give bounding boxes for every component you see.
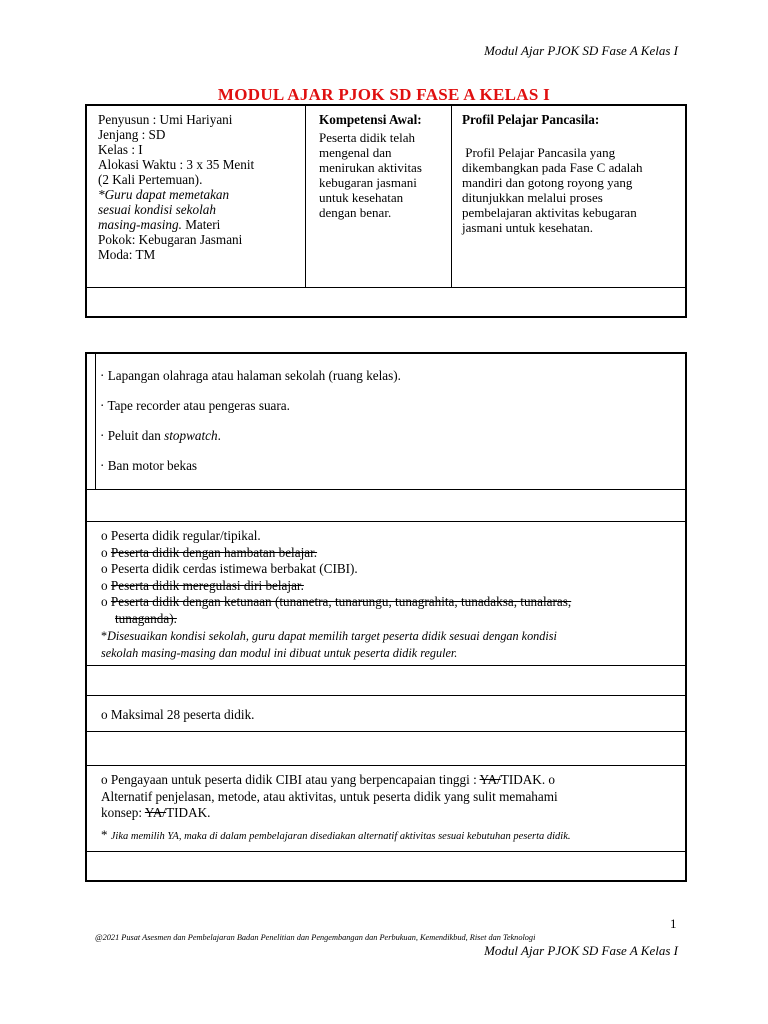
document-title: MODUL AJAR PJOK SD FASE A KELAS I bbox=[217, 85, 551, 104]
target-item-struck: Peserta didik dengan ketunaan (tunanetra, tunarungu, tunagrahita, tunadaksa, tunalaras, bbox=[110, 594, 572, 609]
kelas-text: Kelas : I bbox=[98, 142, 143, 157]
materi-text: Materi bbox=[181, 217, 221, 232]
bullet: o bbox=[101, 544, 111, 560]
stopwatch-text: stopwatch bbox=[164, 428, 218, 443]
jenjang-text: Jenjang : SD bbox=[98, 127, 166, 142]
profil-line: dikembangkan pada Fase C adalah bbox=[462, 160, 643, 175]
layanan-text: konsep: bbox=[101, 805, 145, 820]
note-star: * bbox=[101, 629, 108, 643]
ya-struck: YA/ bbox=[144, 805, 167, 820]
empty-row bbox=[87, 666, 685, 696]
kompetensi-line: dengan benar. bbox=[319, 205, 392, 220]
layanan-text: Alternatif penjelasan, metode, atau aktivitas, untuk peserta didik yang sulit memahami bbox=[101, 788, 558, 804]
empty-row bbox=[87, 732, 685, 766]
layanan-note: Jika memilih YA, maka di dalam pembelajaran disediakan alternatif aktivitas sesuai kebutuhan peserta didik. bbox=[110, 830, 571, 842]
sarana-section bbox=[87, 354, 685, 490]
bullet: o bbox=[101, 577, 111, 593]
target-item-struck: tunaganda). bbox=[115, 610, 177, 626]
target-item: o Peserta didik regular/tipikal. bbox=[101, 528, 261, 543]
target-item-struck: Peserta didik dengan hambatan belajar. bbox=[110, 544, 318, 560]
penyusun-text: Penyusun : Umi Hariyani bbox=[98, 112, 233, 127]
profil-line: mandiri dan gotong royong yang bbox=[462, 175, 633, 190]
identity-row bbox=[87, 106, 685, 288]
profil-line: Profil Pelajar Pancasila yang bbox=[462, 145, 616, 160]
pokok-text: Pokok: Kebugaran Jasmani bbox=[98, 232, 243, 247]
target-item-struck: Peserta didik meregulasi diri belajar. bbox=[110, 577, 304, 593]
sarana-item: · Ban motor bekas bbox=[100, 458, 198, 473]
kompetensi-line: mengenal dan bbox=[319, 145, 392, 160]
details-table bbox=[85, 352, 687, 882]
ya-struck: YA/ bbox=[479, 772, 501, 787]
jumlah-section bbox=[87, 696, 685, 732]
kompetensi-cell bbox=[305, 106, 451, 287]
profil-cell bbox=[451, 106, 687, 287]
alokasi-text: Alokasi Waktu : 3 x 35 Menit bbox=[98, 157, 255, 172]
target-section bbox=[87, 522, 685, 666]
running-footer: Modul Ajar PJOK SD Fase A Kelas I bbox=[484, 943, 678, 958]
copyright-note: @2021 Pusat Asesmen dan Pembelajaran Badan Penelitian dan Pengembangan dan Perbukuan, Kemendikbud, Riset dan Teknologi bbox=[95, 933, 536, 942]
target-note-2: sekolah masing-masing dan modul ini dibuat untuk peserta didik reguler. bbox=[101, 646, 458, 660]
target-note-rest: guru dapat memilih target peserta didik sesuai dengan kondisi bbox=[248, 629, 557, 643]
guru-note-2: sesuai kondisi sekolah bbox=[98, 202, 216, 217]
kompetensi-line: kebugaran jasmani bbox=[319, 175, 417, 190]
kompetensi-line: menirukan aktivitas bbox=[319, 160, 422, 175]
target-item: o Peserta didik cerdas istimewa berbakat (CIBI). bbox=[101, 561, 358, 576]
moda-text: Moda: TM bbox=[98, 247, 156, 262]
identity-table bbox=[85, 104, 687, 318]
target-note-italic: Disesuaikan kondisi sekolah, bbox=[107, 629, 249, 643]
page-number: 1 bbox=[670, 916, 677, 931]
layanan-text: o Pengayaan untuk peserta didik CIBI atau yang berpencapaian tinggi : bbox=[101, 772, 480, 787]
jumlah-text: o Maksimal 28 peserta didik. bbox=[101, 707, 255, 722]
kompetensi-line: untuk kesehatan bbox=[319, 190, 404, 205]
stopwatch-period: . bbox=[217, 428, 221, 443]
layanan-text: TIDAK. bbox=[166, 805, 211, 820]
profil-line: ditunjukkan melalui proses bbox=[462, 190, 603, 205]
layanan-section bbox=[87, 766, 685, 852]
empty-row bbox=[87, 490, 685, 522]
alokasi-text-2: (2 Kali Pertemuan). bbox=[98, 172, 203, 187]
running-header: Modul Ajar PJOK SD Fase A Kelas I bbox=[484, 43, 678, 58]
empty-row bbox=[87, 852, 685, 882]
guru-note-3: masing-masing. bbox=[98, 217, 182, 232]
sarana-item: · Tape recorder atau pengeras suara. bbox=[100, 398, 290, 413]
profil-heading: Profil Pelajar Pancasila: bbox=[462, 112, 600, 127]
guru-note-1: *Guru dapat memetakan bbox=[98, 187, 230, 202]
kompetensi-heading: Kompetensi Awal: bbox=[319, 112, 422, 127]
profil-line: jasmani untuk kesehatan. bbox=[462, 220, 594, 235]
kompetensi-line: Peserta didik telah bbox=[319, 130, 416, 145]
bullet: o bbox=[101, 594, 111, 609]
identity-cell bbox=[87, 106, 305, 287]
layanan-text: TIDAK. o bbox=[500, 772, 556, 787]
profil-line: pembelajaran aktivitas kebugaran bbox=[462, 205, 637, 220]
sarana-item: · Lapangan olahraga atau halaman sekolah (ruang kelas). bbox=[100, 368, 401, 383]
note-star: * bbox=[101, 826, 111, 842]
sarana-item: · Peluit dan bbox=[100, 428, 165, 443]
